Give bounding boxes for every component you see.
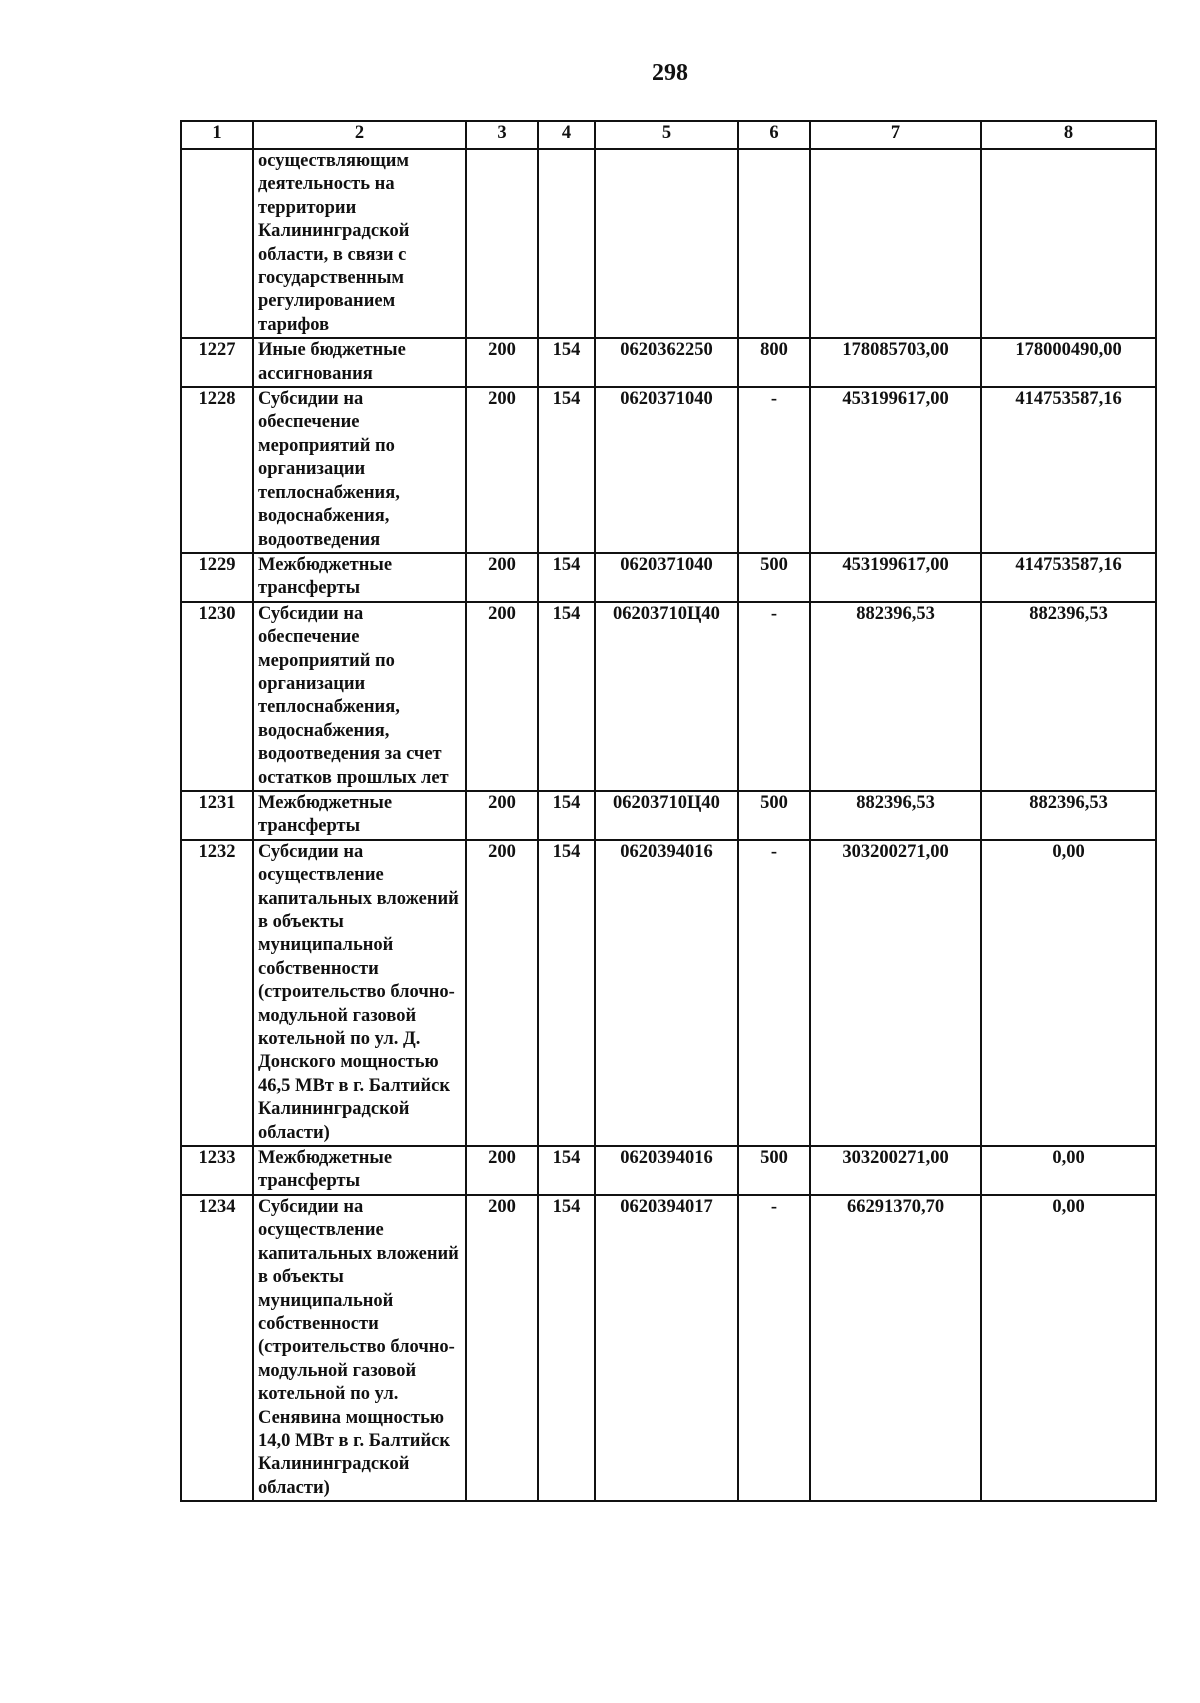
row-number: 1228: [181, 387, 253, 553]
row-name: Субсидии на осуществление капитальных вложений в объекты муниципальной собственности (строительство блочно-модульной газовой котельной по ул. Сенявина мощностью 14,0 МВт в г. Балтийск Калининградской области): [253, 1195, 466, 1501]
row-col-3: [466, 149, 538, 338]
row-col-8: [981, 149, 1156, 338]
row-col-6: 500: [738, 1146, 810, 1195]
column-header-7: 7: [810, 121, 981, 149]
column-header-4: 4: [538, 121, 595, 149]
row-col-3: 200: [466, 1146, 538, 1195]
table-row: [181, 149, 1156, 338]
row-col-4: 154: [538, 602, 595, 791]
table-row: [181, 602, 1156, 791]
row-col-5: 0620371040: [595, 553, 738, 602]
row-col-5: 0620371040: [595, 387, 738, 553]
row-col-4: 154: [538, 840, 595, 1146]
row-number: [181, 149, 253, 338]
column-header-2: 2: [253, 121, 466, 149]
row-col-4: 154: [538, 387, 595, 553]
row-col-7: 453199617,00: [810, 553, 981, 602]
row-col-8: 0,00: [981, 840, 1156, 1146]
row-col-7: 303200271,00: [810, 1146, 981, 1195]
row-col-8: 882396,53: [981, 602, 1156, 791]
row-col-4: 154: [538, 553, 595, 602]
row-col-7: 882396,53: [810, 791, 981, 840]
row-number: 1232: [181, 840, 253, 1146]
row-col-4: 154: [538, 1195, 595, 1501]
row-col-6: 500: [738, 791, 810, 840]
row-col-5: 0620394016: [595, 1146, 738, 1195]
row-number: 1234: [181, 1195, 253, 1501]
row-col-4: 154: [538, 791, 595, 840]
row-col-3: 200: [466, 387, 538, 553]
row-number: 1230: [181, 602, 253, 791]
row-name: Субсидии на обеспечение мероприятий по организации теплоснабжения, водоснабжения, водоотведения: [253, 387, 466, 553]
row-col-8: 178000490,00: [981, 338, 1156, 387]
column-header-1: 1: [181, 121, 253, 149]
table-row: [181, 791, 1156, 840]
row-name: Субсидии на обеспечение мероприятий по организации теплоснабжения, водоснабжения, водоотведения за счет остатков прошлых лет: [253, 602, 466, 791]
table-header-row: [181, 121, 1156, 149]
row-col-8: 0,00: [981, 1195, 1156, 1501]
row-col-5: 0620394016: [595, 840, 738, 1146]
row-col-3: 200: [466, 791, 538, 840]
row-col-6: -: [738, 1195, 810, 1501]
row-name: Межбюджетные трансферты: [253, 791, 466, 840]
row-number: 1229: [181, 553, 253, 602]
row-name: Субсидии на осуществление капитальных вложений в объекты муниципальной собственности (строительство блочно-модульной газовой котельной по ул. Д. Донского мощностью 46,5 МВт в г. Балтийск Калининградской области): [253, 840, 466, 1146]
row-col-8: 414753587,16: [981, 387, 1156, 553]
row-col-5: 06203710Ц40: [595, 602, 738, 791]
row-name: Межбюджетные трансферты: [253, 553, 466, 602]
row-number: 1233: [181, 1146, 253, 1195]
row-col-7: 303200271,00: [810, 840, 981, 1146]
table-row: [181, 1146, 1156, 1195]
row-col-5: 0620362250: [595, 338, 738, 387]
row-number: 1227: [181, 338, 253, 387]
row-col-7: 453199617,00: [810, 387, 981, 553]
table-row: [181, 553, 1156, 602]
row-col-6: -: [738, 387, 810, 553]
row-col-3: 200: [466, 553, 538, 602]
table-row: [181, 1195, 1156, 1501]
row-name: Иные бюджетные ассигнования: [253, 338, 466, 387]
row-name: Межбюджетные трансферты: [253, 1146, 466, 1195]
column-header-3: 3: [466, 121, 538, 149]
table-row: [181, 840, 1156, 1146]
row-col-5: 0620394017: [595, 1195, 738, 1501]
row-name: осуществляющим деятельность на территории Калининградской области, в связи с государственным регулированием тарифов: [253, 149, 466, 338]
column-header-6: 6: [738, 121, 810, 149]
table-row: [181, 338, 1156, 387]
row-col-6: [738, 149, 810, 338]
row-col-6: -: [738, 840, 810, 1146]
row-col-7: 178085703,00: [810, 338, 981, 387]
row-number: 1231: [181, 791, 253, 840]
row-col-4: [538, 149, 595, 338]
row-col-3: 200: [466, 840, 538, 1146]
row-col-7: 882396,53: [810, 602, 981, 791]
row-col-3: 200: [466, 602, 538, 791]
row-col-6: 500: [738, 553, 810, 602]
column-header-5: 5: [595, 121, 738, 149]
page-number: 298: [652, 60, 688, 86]
row-col-4: 154: [538, 1146, 595, 1195]
row-col-7: 66291370,70: [810, 1195, 981, 1501]
row-col-3: 200: [466, 338, 538, 387]
column-header-8: 8: [981, 121, 1156, 149]
row-col-5: 06203710Ц40: [595, 791, 738, 840]
row-col-4: 154: [538, 338, 595, 387]
row-col-8: 882396,53: [981, 791, 1156, 840]
budget-table: [180, 120, 1157, 1502]
row-col-8: 0,00: [981, 1146, 1156, 1195]
row-col-8: 414753587,16: [981, 553, 1156, 602]
row-col-5: [595, 149, 738, 338]
row-col-7: [810, 149, 981, 338]
row-col-6: -: [738, 602, 810, 791]
row-col-6: 800: [738, 338, 810, 387]
table-row: [181, 387, 1156, 553]
row-col-3: 200: [466, 1195, 538, 1501]
